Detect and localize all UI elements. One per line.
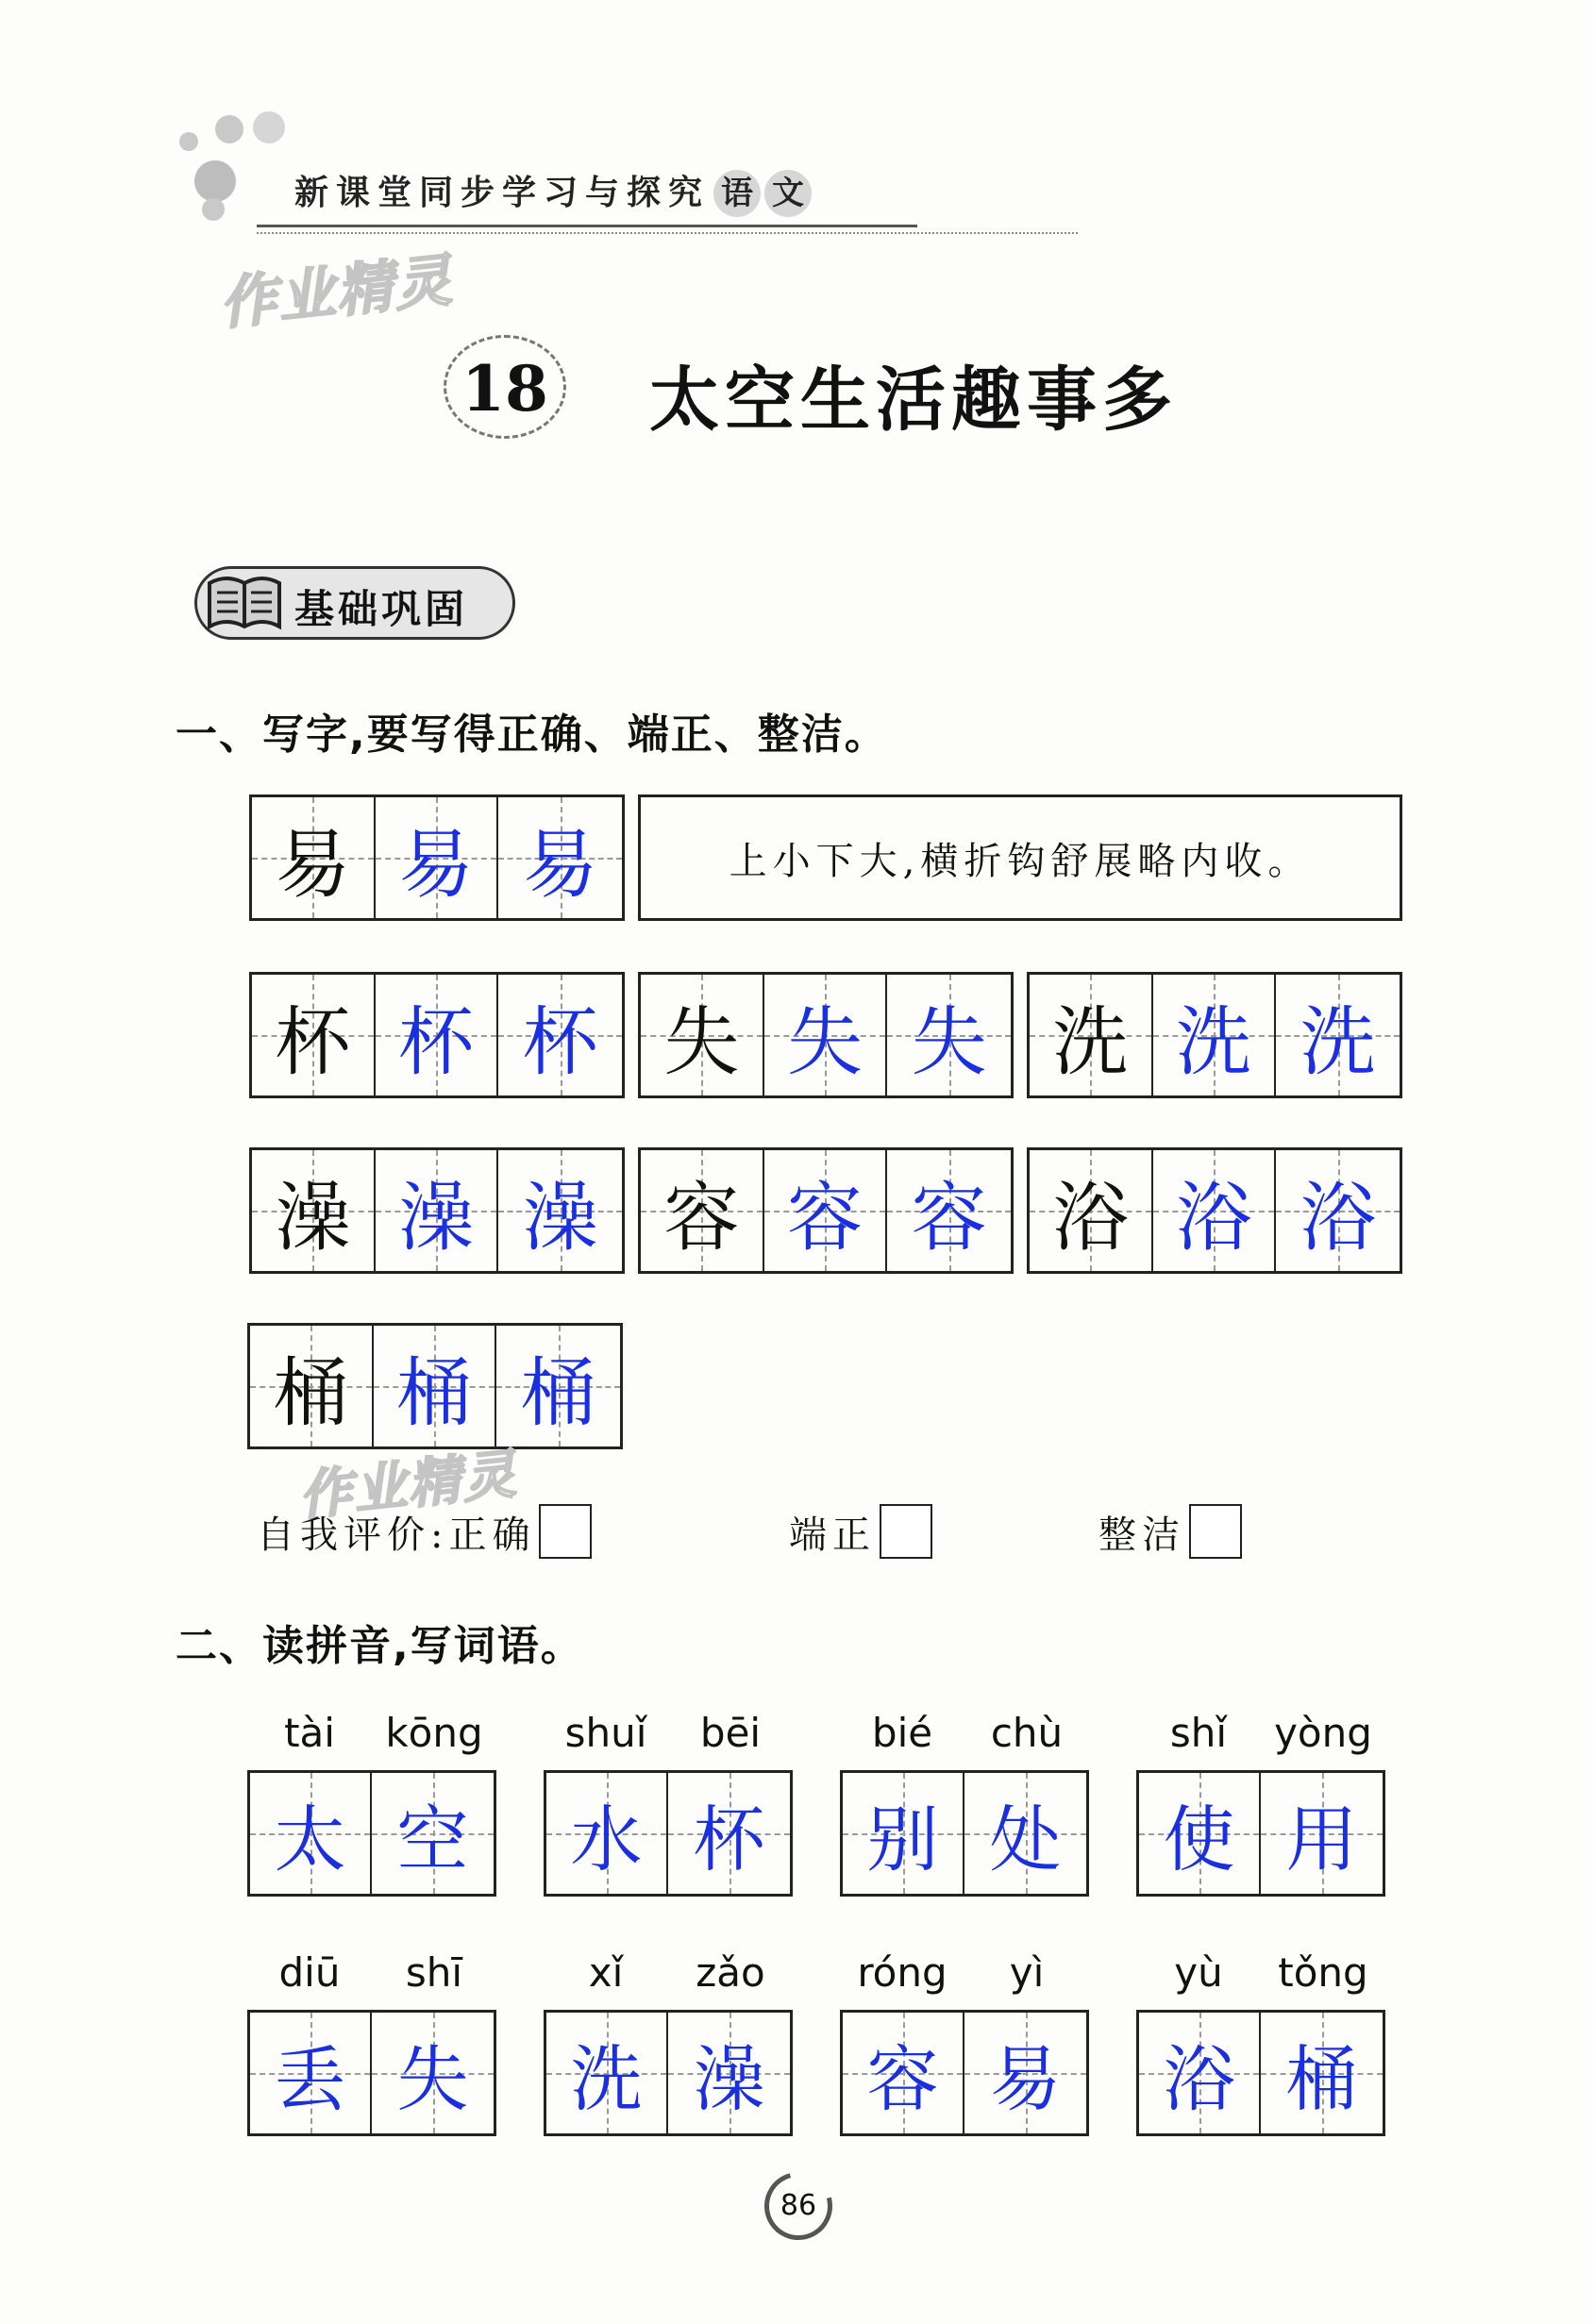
answer-char: 洗 xyxy=(546,2013,668,2133)
copy-char: 容 xyxy=(887,1150,1011,1271)
writing-grid-5 xyxy=(249,1147,625,1274)
copy-char: 洗 xyxy=(1153,975,1277,1095)
section-label: 基础巩固 xyxy=(294,586,469,632)
copy-char: 洗 xyxy=(1276,975,1400,1095)
pinyin-word-5 xyxy=(247,1949,496,2136)
self-eval-item2: 端正 xyxy=(789,1513,876,1557)
answer-char: 使 xyxy=(1139,1773,1261,1894)
answer-grid xyxy=(840,1770,1089,1897)
answer-char: 澡 xyxy=(668,2013,790,2133)
answer-grid xyxy=(1136,1770,1385,1897)
subject-badge-2: 文 xyxy=(764,170,812,217)
answer-char: 空 xyxy=(372,1773,494,1894)
copy-char: 浴 xyxy=(1276,1150,1400,1271)
watermark: 作业精灵 xyxy=(216,247,457,338)
writing-grid-3 xyxy=(638,972,1014,1098)
self-eval-clean xyxy=(1098,1504,1242,1559)
answer-char: 失 xyxy=(372,2013,494,2133)
page-number: 86 xyxy=(780,2189,817,2222)
answer-char: 别 xyxy=(843,1773,964,1894)
book-title xyxy=(294,166,812,217)
answer-grid xyxy=(247,2010,496,2136)
pinyin-word-1 xyxy=(247,1710,496,1897)
answer-char: 浴 xyxy=(1139,2013,1261,2133)
answer-char: 易 xyxy=(964,2013,1086,2133)
copy-char: 容 xyxy=(764,1150,888,1271)
copy-char: 桶 xyxy=(374,1326,497,1446)
answer-char: 处 xyxy=(964,1773,1086,1894)
answer-grid xyxy=(247,1770,496,1897)
watermark: 作业精灵 xyxy=(295,1444,521,1528)
lesson-title: 太空生活趣事多 xyxy=(649,359,1178,441)
writing-grid-6 xyxy=(638,1147,1014,1274)
copy-char: 失 xyxy=(887,975,1011,1095)
answer-grid xyxy=(544,1770,793,1897)
lesson-number: 18 xyxy=(461,352,548,426)
pinyin-word-6 xyxy=(544,1949,793,2136)
self-eval-neat-checkbox[interactable] xyxy=(880,1504,932,1559)
book-title-text: 新课堂同步学习与探究 xyxy=(294,173,711,212)
question-2-title: 二、读拼音,写词语。 xyxy=(176,1622,584,1670)
answer-char: 杯 xyxy=(668,1773,790,1894)
model-char: 失 xyxy=(641,975,764,1095)
writing-grid-2 xyxy=(249,972,625,1098)
self-eval-neat xyxy=(789,1504,932,1559)
book-icon xyxy=(204,570,285,634)
answer-grid xyxy=(840,2010,1089,2136)
answer-grid xyxy=(544,2010,793,2136)
answer-char: 桶 xyxy=(1261,2013,1383,2133)
copy-char: 杯 xyxy=(498,975,622,1095)
pinyin-word-3 xyxy=(840,1710,1089,1897)
model-char: 浴 xyxy=(1030,1150,1153,1271)
copy-char: 失 xyxy=(764,975,888,1095)
self-eval-correct xyxy=(257,1504,592,1559)
model-char: 易 xyxy=(252,797,376,918)
answer-char: 太 xyxy=(250,1773,372,1894)
copy-char: 桶 xyxy=(496,1326,620,1446)
answer-char: 容 xyxy=(843,2013,964,2133)
self-eval-item3: 整洁 xyxy=(1098,1513,1185,1557)
model-char: 澡 xyxy=(252,1150,376,1271)
model-char: 洗 xyxy=(1030,975,1153,1095)
model-char: 容 xyxy=(641,1150,764,1271)
copy-char: 杯 xyxy=(376,975,499,1095)
answer-char: 丢 xyxy=(250,2013,372,2133)
model-char: 杯 xyxy=(252,975,376,1095)
copy-char: 易 xyxy=(498,797,622,918)
pinyin-word-8 xyxy=(1136,1949,1385,2136)
self-eval-correct-checkbox[interactable] xyxy=(539,1504,592,1559)
pinyin-line: yù tǒng xyxy=(1174,1949,1368,1996)
pinyin-line: róng yì xyxy=(857,1949,1045,1996)
self-eval-label: 自我评价:正确 xyxy=(257,1513,536,1557)
pinyin-word-4 xyxy=(1136,1710,1385,1897)
copy-char: 澡 xyxy=(376,1150,499,1271)
pinyin-line: diū shī xyxy=(278,1949,463,1996)
header-rule xyxy=(257,225,917,227)
self-eval-clean-checkbox[interactable] xyxy=(1189,1504,1242,1559)
answer-grid xyxy=(1136,2010,1385,2136)
writing-grid-4 xyxy=(1027,972,1402,1098)
writing-grid-1 xyxy=(249,794,625,921)
pinyin-line: bié chù xyxy=(871,1710,1064,1756)
pinyin-line: shuǐ bēi xyxy=(564,1710,762,1756)
pinyin-word-2 xyxy=(544,1710,793,1897)
writing-grid-7 xyxy=(1027,1147,1402,1274)
model-char: 桶 xyxy=(250,1326,374,1446)
pinyin-line: xǐ zǎo xyxy=(588,1949,765,1996)
pinyin-line: shǐ yòng xyxy=(1169,1710,1372,1756)
copy-char: 浴 xyxy=(1153,1150,1277,1271)
question-1-title: 一、写字,要写得正确、端正、整洁。 xyxy=(176,711,888,759)
answer-char: 用 xyxy=(1261,1773,1383,1894)
subject-badge-1: 语 xyxy=(713,170,761,217)
header-dotted-rule xyxy=(257,232,1078,234)
pinyin-line: tài kōng xyxy=(284,1710,483,1756)
copy-char: 易 xyxy=(376,797,499,918)
writing-tip: 上小下大,横折钩舒展略内收。 xyxy=(638,794,1402,921)
writing-grid-8 xyxy=(247,1323,623,1449)
copy-char: 澡 xyxy=(498,1150,622,1271)
answer-char: 水 xyxy=(546,1773,668,1894)
pinyin-word-7 xyxy=(840,1949,1089,2136)
